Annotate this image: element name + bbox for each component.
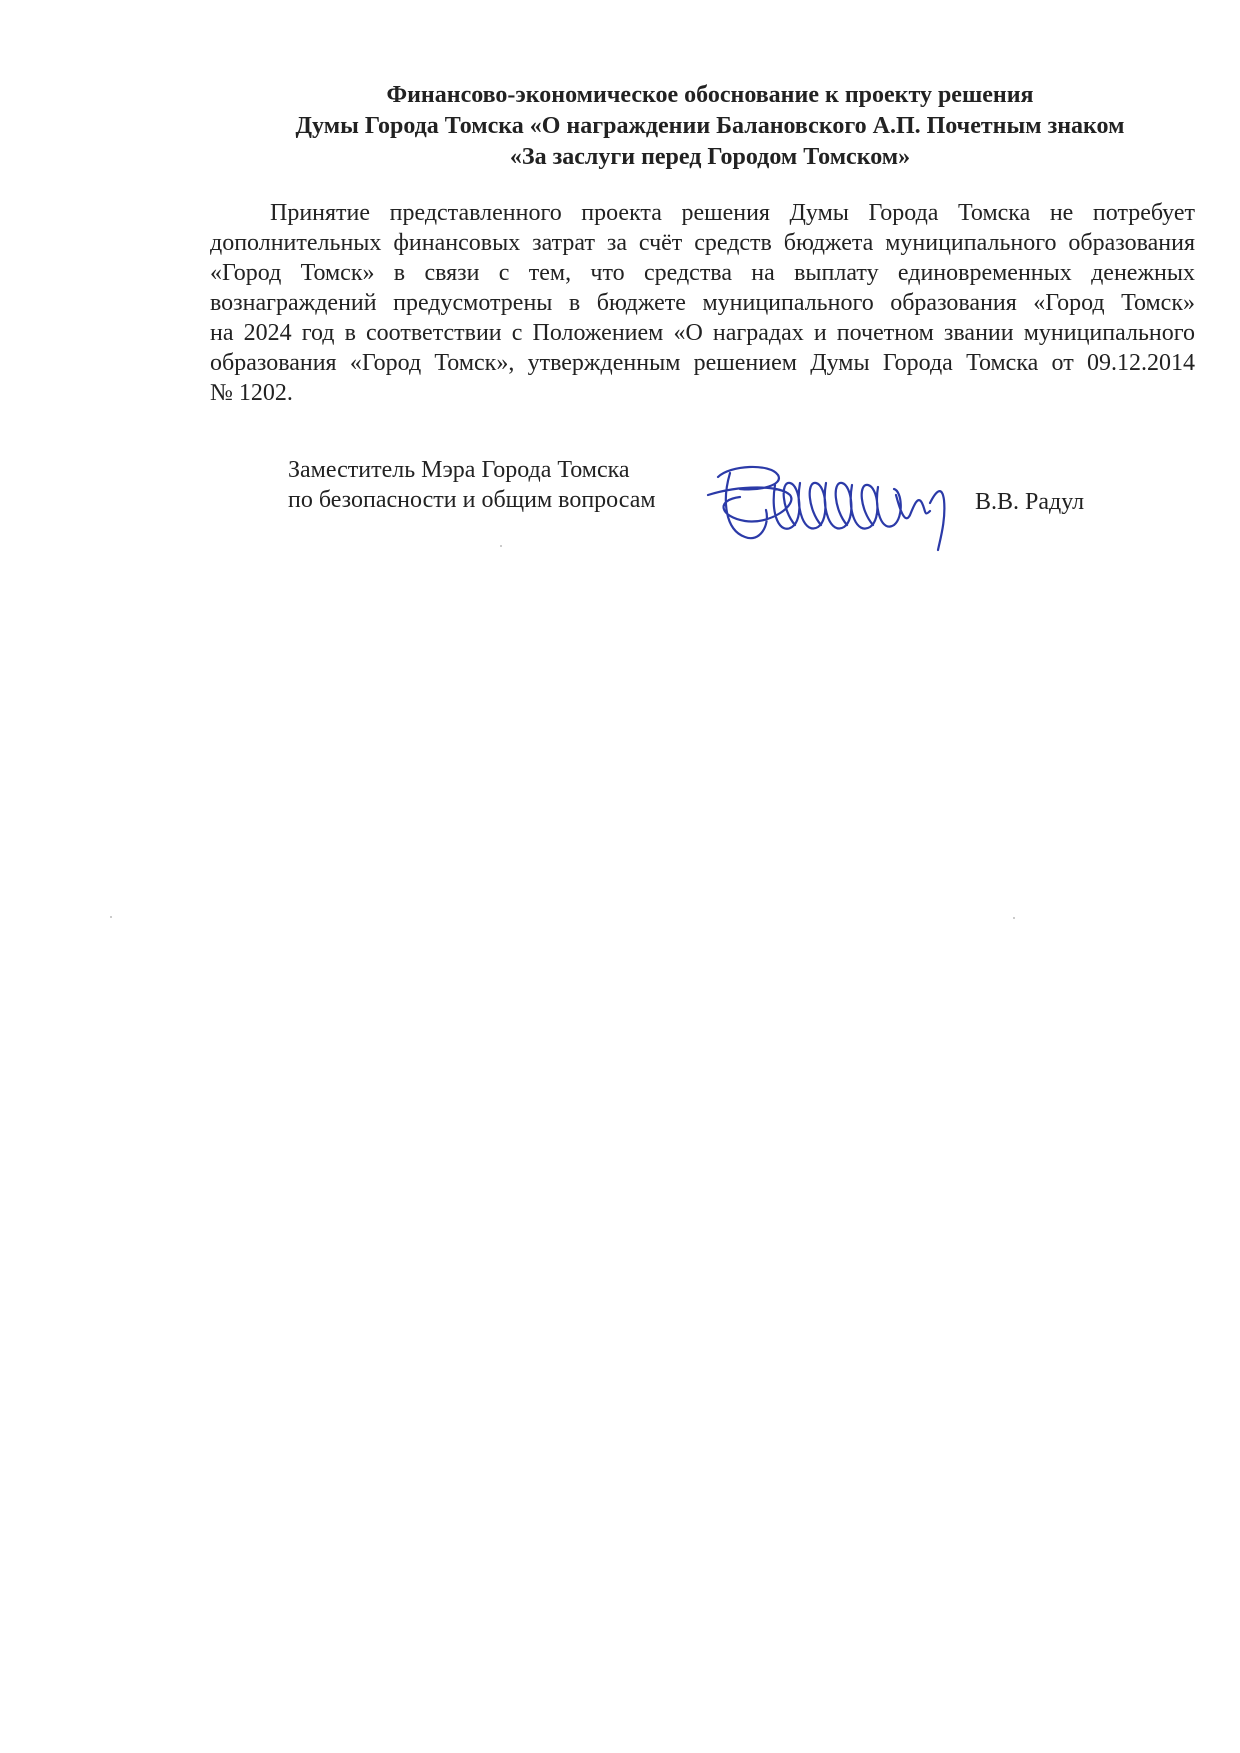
body-line-7: № 1202. — [210, 380, 293, 406]
signature-stroke — [708, 467, 944, 550]
scan-speck — [110, 916, 112, 918]
body-line-6: образования «Город Томск», утвержденным решением Думы Города Томска от 09.12.2014 — [210, 350, 1195, 376]
signer-name: В.В. Радул — [975, 489, 1085, 515]
title-line-3: «За заслуги перед Городом Томском» — [509, 144, 911, 170]
handwritten-signature — [700, 455, 975, 555]
body-line-3: «Город Томск» в связи с тем, что средства на выплату единовременных денежных — [210, 260, 1195, 286]
title-line-2: Думы Города Томска «О награждении Балановского А.П. Почетным знаком — [295, 113, 1125, 139]
document-title — [210, 80, 1210, 173]
signer-position — [288, 455, 656, 515]
body-line-4: вознаграждений предусмотрены в бюджете муниципального образования «Город Томск» — [210, 290, 1195, 316]
signer-position-line-1: Заместитель Мэра Города Томска — [288, 457, 630, 483]
scan-speck — [500, 545, 502, 547]
signer-position-line-2: по безопасности и общим вопросам — [288, 487, 656, 513]
title-line-1: Финансово-экономическое обоснование к проекту решения — [386, 82, 1034, 108]
body-line-2: дополнительных финансовых затрат за счёт средств бюджета муниципального образования — [210, 230, 1195, 256]
body-line-5: на 2024 год в соответствии с Положением «О наградах и почетном звании муниципального — [210, 320, 1195, 346]
body-line-1: Принятие представленного проекта решения Думы Города Томска не потребует — [270, 200, 1195, 226]
scan-speck — [1013, 917, 1015, 919]
document-body — [210, 198, 1195, 408]
